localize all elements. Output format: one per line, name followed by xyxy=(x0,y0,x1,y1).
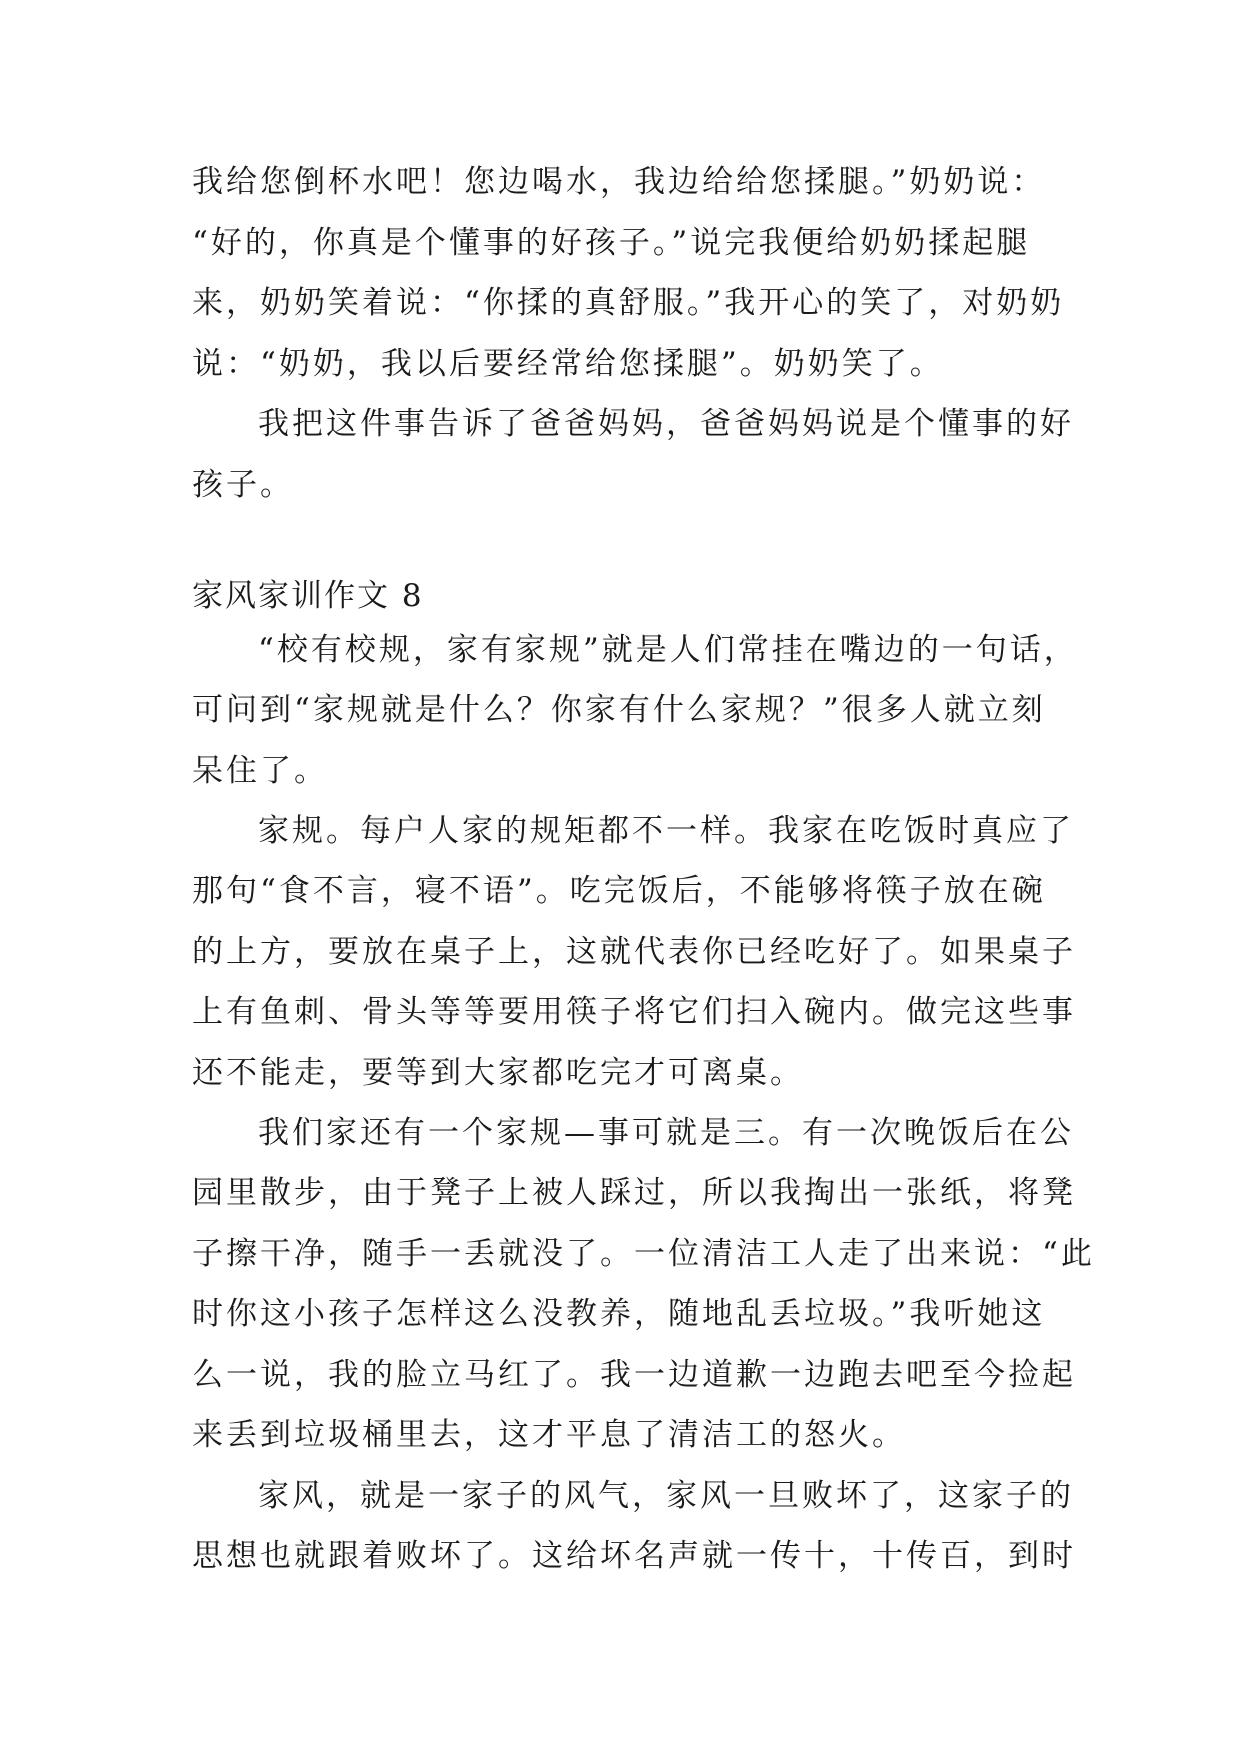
paragraph-line: “好的，你真是个懂事的好孩子。”说完我便给奶奶揉起腿 xyxy=(192,225,1031,261)
paragraph-line: 我们家还有一个家规—事可就是三。有一次晚饭后在公 xyxy=(258,1115,1074,1151)
paragraph-line: 时你这小孩子怎样这么没教养，随地乱丢垃圾。”我听她这 xyxy=(192,1296,1046,1332)
paragraph-line: 来丢到垃圾桶里去，这才平息了清洁工的怒火。 xyxy=(192,1417,906,1453)
paragraph-line: 园里散步，由于凳子上被人踩过，所以我掏出一张纸，将凳 xyxy=(192,1175,1076,1211)
paragraph-line: 还不能走，要等到大家都吃完才可离桌。 xyxy=(192,1055,804,1091)
paragraph-line: 子擦干净，随手一丢就没了。一位清洁工人走了出来说：“此 xyxy=(192,1236,1095,1272)
paragraph-line: 么一说，我的脸立马红了。我一边道歉一边跑去吧至今捡起 xyxy=(192,1357,1076,1393)
paragraph-line: 我给您倒杯水吧！您边喝水，我边给给您揉腿。”奶奶说： xyxy=(192,164,1046,200)
paragraph-line: 孩子。 xyxy=(192,467,294,503)
paragraph-line: “校有校规，家有家规”就是人们常挂在嘴边的一句话， xyxy=(258,632,1078,668)
paragraph-line: 说：“奶奶，我以后要经常给您揉腿”。奶奶笑了。 xyxy=(192,346,944,382)
paragraph-line: 的上方，要放在桌子上，这就代表你已经吃好了。如果桌子 xyxy=(192,934,1076,970)
paragraph-line: 来，奶奶笑着说：“你揉的真舒服。”我开心的笑了，对奶奶 xyxy=(192,285,1065,321)
paragraph-line: 那句“食不言，寝不语”。吃完饭后，不能够将筷子放在碗 xyxy=(192,873,1046,909)
section-title: 家风家训作文 8 xyxy=(192,578,424,614)
paragraph-line: 家规。每户人家的规矩都不一样。我家在吃饭时真应了 xyxy=(258,813,1074,849)
paragraph-line: 家风，就是一家子的风气，家风一旦败坏了，这家子的 xyxy=(258,1478,1074,1514)
paragraph-line: 思想也就跟着败坏了。这给坏名声就一传十，十传百，到时 xyxy=(192,1538,1076,1574)
paragraph-line: 我把这件事告诉了爸爸妈妈，爸爸妈妈说是个懂事的好 xyxy=(258,406,1074,442)
paragraph-line: 上有鱼刺、骨头等等要用筷子将它们扫入碗内。做完这些事 xyxy=(192,994,1076,1030)
paragraph-line: 呆住了。 xyxy=(192,753,328,789)
paragraph-line: 可问到“家规就是什么？你家有什么家规？”很多人就立刻 xyxy=(192,692,1046,728)
